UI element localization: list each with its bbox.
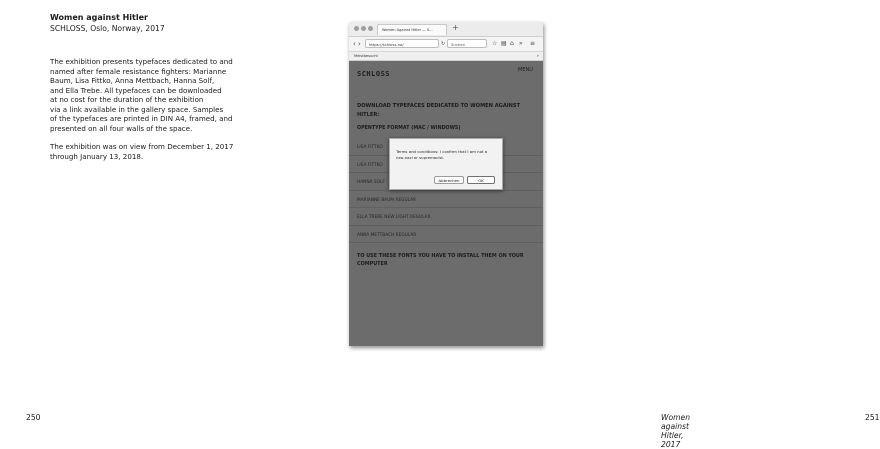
search-input[interactable]: Suchen — [447, 39, 487, 48]
font-link-label: HANNA SOLF — [357, 180, 385, 185]
entry-subtitle: SCHLOSS, Oslo, Norway, 2017 — [50, 24, 165, 33]
font-link[interactable] — [349, 191, 543, 209]
browser-screenshot — [349, 22, 543, 346]
body-line: via a link available in the gallery space. Samples — [50, 104, 224, 114]
font-link[interactable] — [349, 226, 543, 244]
left-page — [0, 0, 300, 444]
terms-dialog — [389, 138, 503, 190]
folio-right: 251 — [865, 413, 880, 422]
font-link[interactable] — [349, 208, 543, 226]
browser-titlebar — [349, 22, 543, 37]
window-zoom-icon[interactable] — [368, 26, 373, 31]
body-line: through January 13, 2018. — [50, 151, 144, 161]
site-logo[interactable]: SCHLOSS — [357, 70, 391, 78]
install-note: TO USE THESE FONTS YOU HAVE TO INSTALL THEM ON YOUR COMPUTER — [357, 253, 524, 268]
format-label: OPENTYPE FORMAT (MAC / WINDOWS) — [357, 126, 461, 131]
body-line: Baum, Lisa Fittko, Anna Mettbach, Hanna Solf, — [50, 76, 215, 85]
bookmark-star-icon[interactable]: ☆ — [492, 40, 498, 47]
forward-icon[interactable]: › — [358, 40, 361, 48]
font-link-label: LISA FITTKO — [357, 145, 383, 150]
body-line: of the typefaces are printed in DIN A4, framed, and — [50, 114, 233, 123]
font-link-label: ELLA TREBE NEW LIGHT REGULAR — [357, 215, 431, 220]
body-line: The exhibition presents typefaces dedicated to and — [50, 57, 233, 66]
paragraph-gap — [50, 133, 265, 142]
window-close-icon[interactable] — [354, 26, 359, 31]
window-minimize-icon[interactable] — [361, 26, 366, 31]
ok-button[interactable]: OK — [467, 176, 495, 184]
running-title: Women against Hitler, 2017 — [661, 413, 691, 449]
folio-left: 250 — [26, 413, 41, 422]
cancel-button[interactable]: Abbrechen — [434, 176, 464, 184]
body-line: The exhibition was on view from December 1, 2017 — [50, 142, 234, 151]
dialog-message: Terms and conditions: I confirm that I am not a neo-nazi or supremacist. — [396, 149, 488, 160]
download-heading: DOWNLOAD TYPEFACES DEDICATED TO WOMEN AGAINST HITLER: — [357, 103, 521, 118]
body-line: named after female resistance fighters: Marianne — [50, 66, 227, 76]
body-line: presented on all four walls of the space. — [50, 123, 193, 133]
entry-title: Women against Hitler — [50, 13, 148, 22]
library-icon[interactable]: ▤ — [501, 40, 507, 47]
reload-icon[interactable]: ↻ — [441, 41, 446, 47]
font-link-label: LISA FITTKO — [357, 162, 383, 168]
browser-tab[interactable]: Women Against Hitler — S... — [377, 24, 447, 35]
body-line: and Ella Trebe. All typefaces can be downloaded — [50, 85, 222, 95]
font-link-label: ANNA METTBACH REGULAR — [357, 232, 417, 238]
body-text — [50, 57, 265, 161]
browser-toolbar — [349, 37, 543, 52]
bookmarks-more-icon[interactable]: » — [536, 53, 539, 58]
bookmarks-bar — [349, 52, 543, 61]
hamburger-menu-icon[interactable]: ≡ — [530, 40, 536, 47]
url-input[interactable]: https://schloss.no/ — [365, 39, 439, 48]
font-link-label: MARIANNE BAUM REGULAR — [357, 197, 417, 203]
overflow-icon[interactable]: » — [519, 40, 523, 47]
new-tab-icon[interactable]: + — [452, 23, 459, 32]
body-line: at no cost for the duration of the exhibition — [50, 95, 204, 104]
home-icon[interactable]: ⌂ — [510, 40, 514, 47]
bookmark-most-visited[interactable]: Meistbesucht — [354, 54, 378, 58]
site-menu-link[interactable]: MENU — [518, 67, 533, 73]
back-icon[interactable]: ‹ — [353, 40, 356, 48]
